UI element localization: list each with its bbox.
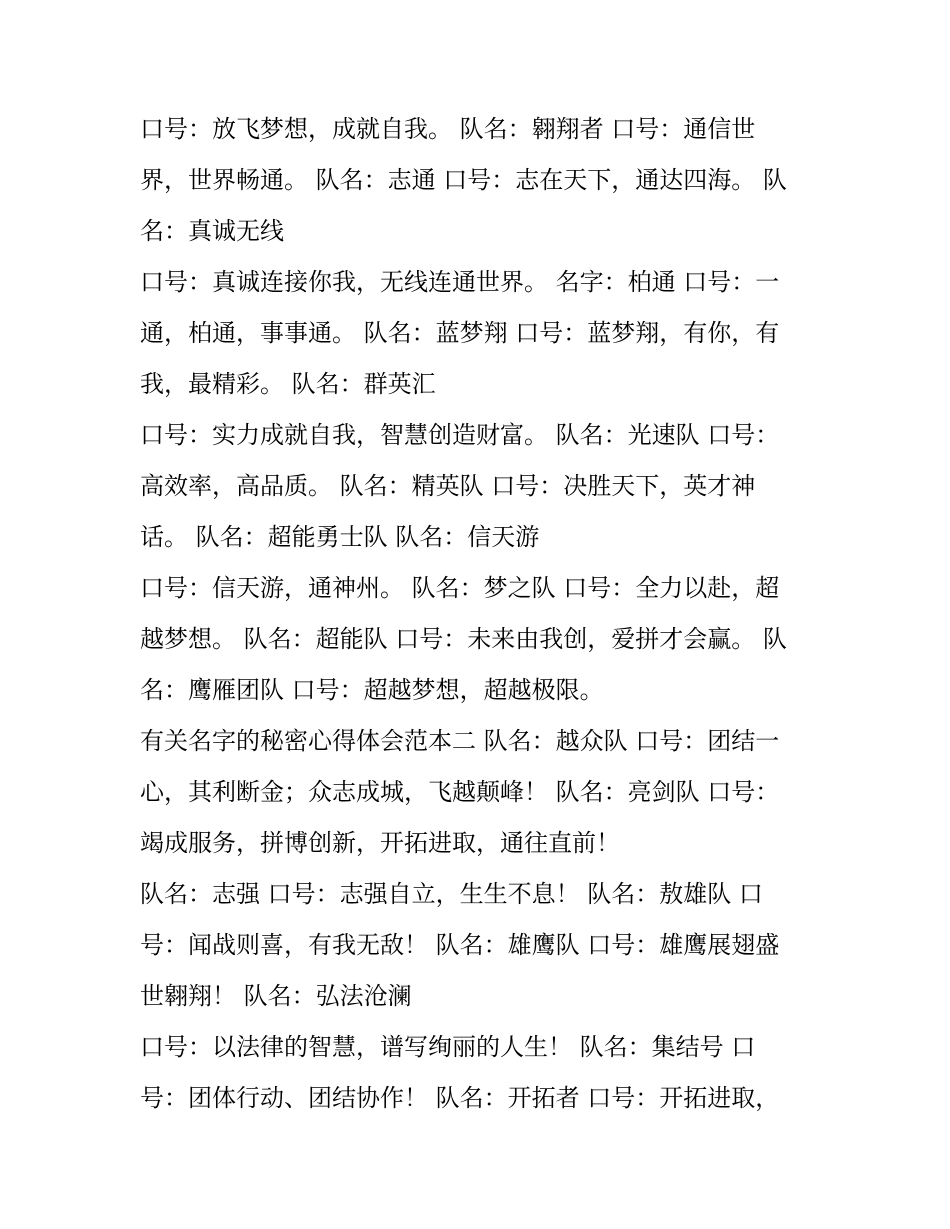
text-line: 号：闻战则喜，有我无敌！ 队名：雄鹰队 口号：雄鹰展翅盛 — [140, 931, 780, 959]
text-line: 号：团体行动、团结协作！ 队名：开拓者 口号：开拓进取， — [140, 1084, 780, 1112]
text-line: 高效率，高品质。 队名：精英队 口号：决胜天下，英才神 — [140, 472, 756, 500]
text-line: 话。 队名：超能勇士队 队名：信天游 — [140, 523, 540, 551]
document-body — [140, 104, 820, 1124]
text-line: 世翱翔！ 队名：弘法沧澜 — [140, 982, 412, 1010]
text-line: 通，柏通，事事通。 队名：蓝梦翔 口号：蓝梦翔，有你，有 — [140, 319, 780, 347]
text-line: 名：真诚无线 — [140, 217, 284, 245]
text-line: 口号：放飞梦想，成就自我。 队名：翱翔者 口号：通信世 — [140, 115, 756, 143]
text-line: 界，世界畅通。 队名：志通 口号：志在天下，通达四海。 队 — [140, 166, 787, 194]
text-line: 队名：志强 口号：志强自立，生生不息！ 队名：敖雄队 口 — [140, 880, 763, 908]
text-line: 有关名字的秘密心得体会范本二 队名：越众队 口号：团结一 — [140, 727, 780, 755]
text-line: 名：鹰雁团队 口号：超越梦想，超越极限。 — [140, 676, 604, 704]
text-line: 越梦想。 队名：超能队 口号：未来由我创，爱拼才会赢。 队 — [140, 625, 787, 653]
text-line: 口号：实力成就自我，智慧创造财富。 队名：光速队 口号： — [140, 421, 780, 449]
text-line: 口号：以法律的智慧，谱写绚丽的人生！ 队名：集结号 口 — [140, 1033, 756, 1061]
text-line: 我，最精彩。 队名：群英汇 — [140, 370, 436, 398]
text-line: 心，其利断金；众志成城，飞越颠峰！ 队名：亮剑队 口号： — [140, 778, 780, 806]
text-line: 竭成服务，拼博创新，开拓进取，通往直前！ — [140, 829, 620, 857]
text-line: 口号：信天游，通神州。 队名：梦之队 口号：全力以赴，超 — [140, 574, 780, 602]
text-line: 口号：真诚连接你我，无线连通世界。 名字：柏通 口号：一 — [140, 268, 780, 296]
